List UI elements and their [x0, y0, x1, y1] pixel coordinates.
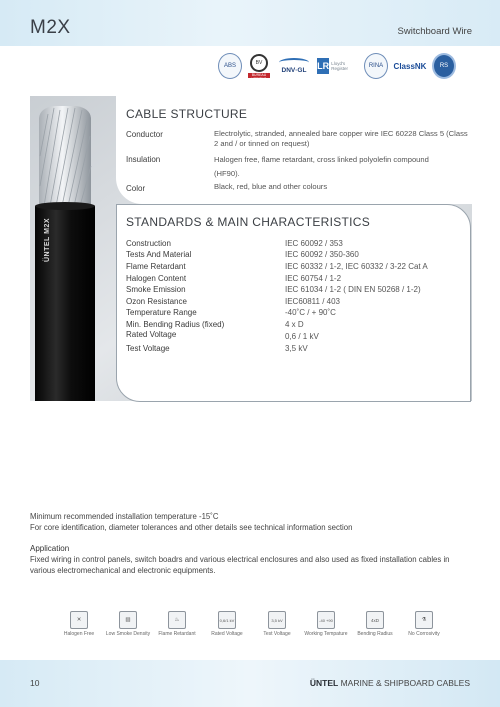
halogen-free-feature: ✕ Halogen Free — [54, 611, 104, 637]
smoke-value: IEC 61034 / 1-2 ( DIN EN 50268 / 1-2) — [285, 285, 421, 294]
cable-print-text: ÜNTEL M2X — [44, 217, 51, 262]
test-voltage-label: Test Voltage — [126, 344, 170, 353]
flame-retardant-icon: ♨ — [168, 611, 186, 629]
technical-info-note: For core identification, diameter tolerances and other details see technical information section — [30, 523, 353, 532]
page-number: 10 — [30, 678, 40, 688]
tests-label: Tests And Material — [126, 250, 192, 259]
product-category: Switchboard Wire — [397, 26, 472, 37]
footer-brand: ÜNTEL MARINE & SHIPBOARD CABLES — [309, 678, 470, 688]
bureau-veritas-icon: BV BUREAU VERITAS — [247, 53, 271, 79]
feature-icons — [58, 611, 448, 651]
rated-voltage-icon: 0,6/1 kV — [218, 611, 236, 629]
application-title: Application — [30, 544, 70, 553]
construction-label: Construction — [126, 239, 171, 248]
color-value: Black, red, blue and other colours — [214, 182, 328, 191]
working-temperature-icon: -40 +90 — [317, 611, 335, 629]
application-text: Fixed wiring in control panels, switch boadrs and various electrical enclosures and also used as fixed installation cables in various electromechanical and electronic equipments. — [30, 555, 450, 575]
structure-title: CABLE STRUCTURE — [126, 107, 248, 121]
lloyds-register-icon: LR Lloyd's Register — [317, 53, 359, 79]
rated-voltage-value: 0,6 / 1 kV — [285, 332, 319, 341]
install-temp-note: Minimum recommended installation temperature -15˚C — [30, 512, 219, 521]
bending-radius-feature: 4xD Bending Radius — [350, 611, 400, 637]
insulation-value: Halogen free, flame retardant, cross linked polyolefin compound (HF90). — [214, 155, 429, 178]
classnk-icon: ClassNK — [393, 61, 427, 71]
halogen-label: Halogen Content — [126, 274, 187, 283]
bending-value: 4 x D — [285, 320, 304, 329]
test-voltage-feature: 3,5 kV Test Voltage — [252, 611, 302, 637]
test-voltage-value: 3,5 kV — [285, 344, 308, 353]
tests-value: IEC 60092 / 350-360 — [285, 250, 359, 259]
no-corrosivity-feature: ⚗ No Corrosivity — [399, 611, 449, 637]
standards-title: STANDARDS & MAIN CHARACTERISTICS — [126, 215, 371, 229]
dnv-gl-icon: DNV·GL — [276, 53, 312, 79]
abs-seal-icon: ABS — [218, 53, 242, 79]
header-band — [0, 0, 500, 46]
rina-icon: RINA — [364, 53, 388, 79]
rated-voltage-feature: 0,6/1 kV Rated Voltage — [202, 611, 252, 637]
test-voltage-icon: 3,5 kV — [268, 611, 286, 629]
temperature-label: Temperature Range — [126, 308, 197, 317]
low-smoke-icon: ▨ — [119, 611, 137, 629]
flame-value: IEC 60332 / 1-2, IEC 60332 / 3-22 Cat A — [285, 262, 428, 271]
certification-logos — [218, 52, 474, 80]
russian-register-icon: RS — [432, 53, 456, 79]
ozon-label: Ozon Resistance — [126, 297, 187, 306]
flame-label: Flame Retardant — [126, 262, 186, 271]
low-smoke-feature: ▨ Low Smoke Density — [103, 611, 153, 637]
bending-label: Min. Bending Radius (fixed) — [126, 320, 225, 329]
ozon-value: IEC60811 / 403 — [285, 297, 341, 306]
temperature-value: -40˚C / + 90˚C — [285, 308, 336, 317]
bending-radius-icon: 4xD — [366, 611, 384, 629]
halogen-free-icon: ✕ — [70, 611, 88, 629]
product-title: M2X — [30, 17, 71, 38]
color-label: Color — [126, 184, 146, 193]
smoke-label: Smoke Emission — [126, 285, 186, 294]
flame-retardant-feature: ♨ Flame Retardant — [152, 611, 202, 637]
construction-value: IEC 60092 / 353 — [285, 239, 343, 248]
cable-image — [30, 96, 100, 401]
no-corrosivity-icon: ⚗ — [415, 611, 433, 629]
conductor-value: Electrolytic, stranded, annealed bare copper wire IEC 60228 Class 5 (Class 2 and / or tinned on request) — [214, 129, 468, 148]
insulation-label: Insulation — [126, 155, 161, 164]
halogen-value: IEC 60754 / 1-2 — [285, 274, 342, 283]
rated-voltage-label: Rated Voltage — [126, 330, 177, 339]
working-temperature-feature: -40 +90 Working Tempature — [301, 611, 351, 637]
conductor-label: Conductor — [126, 130, 163, 139]
